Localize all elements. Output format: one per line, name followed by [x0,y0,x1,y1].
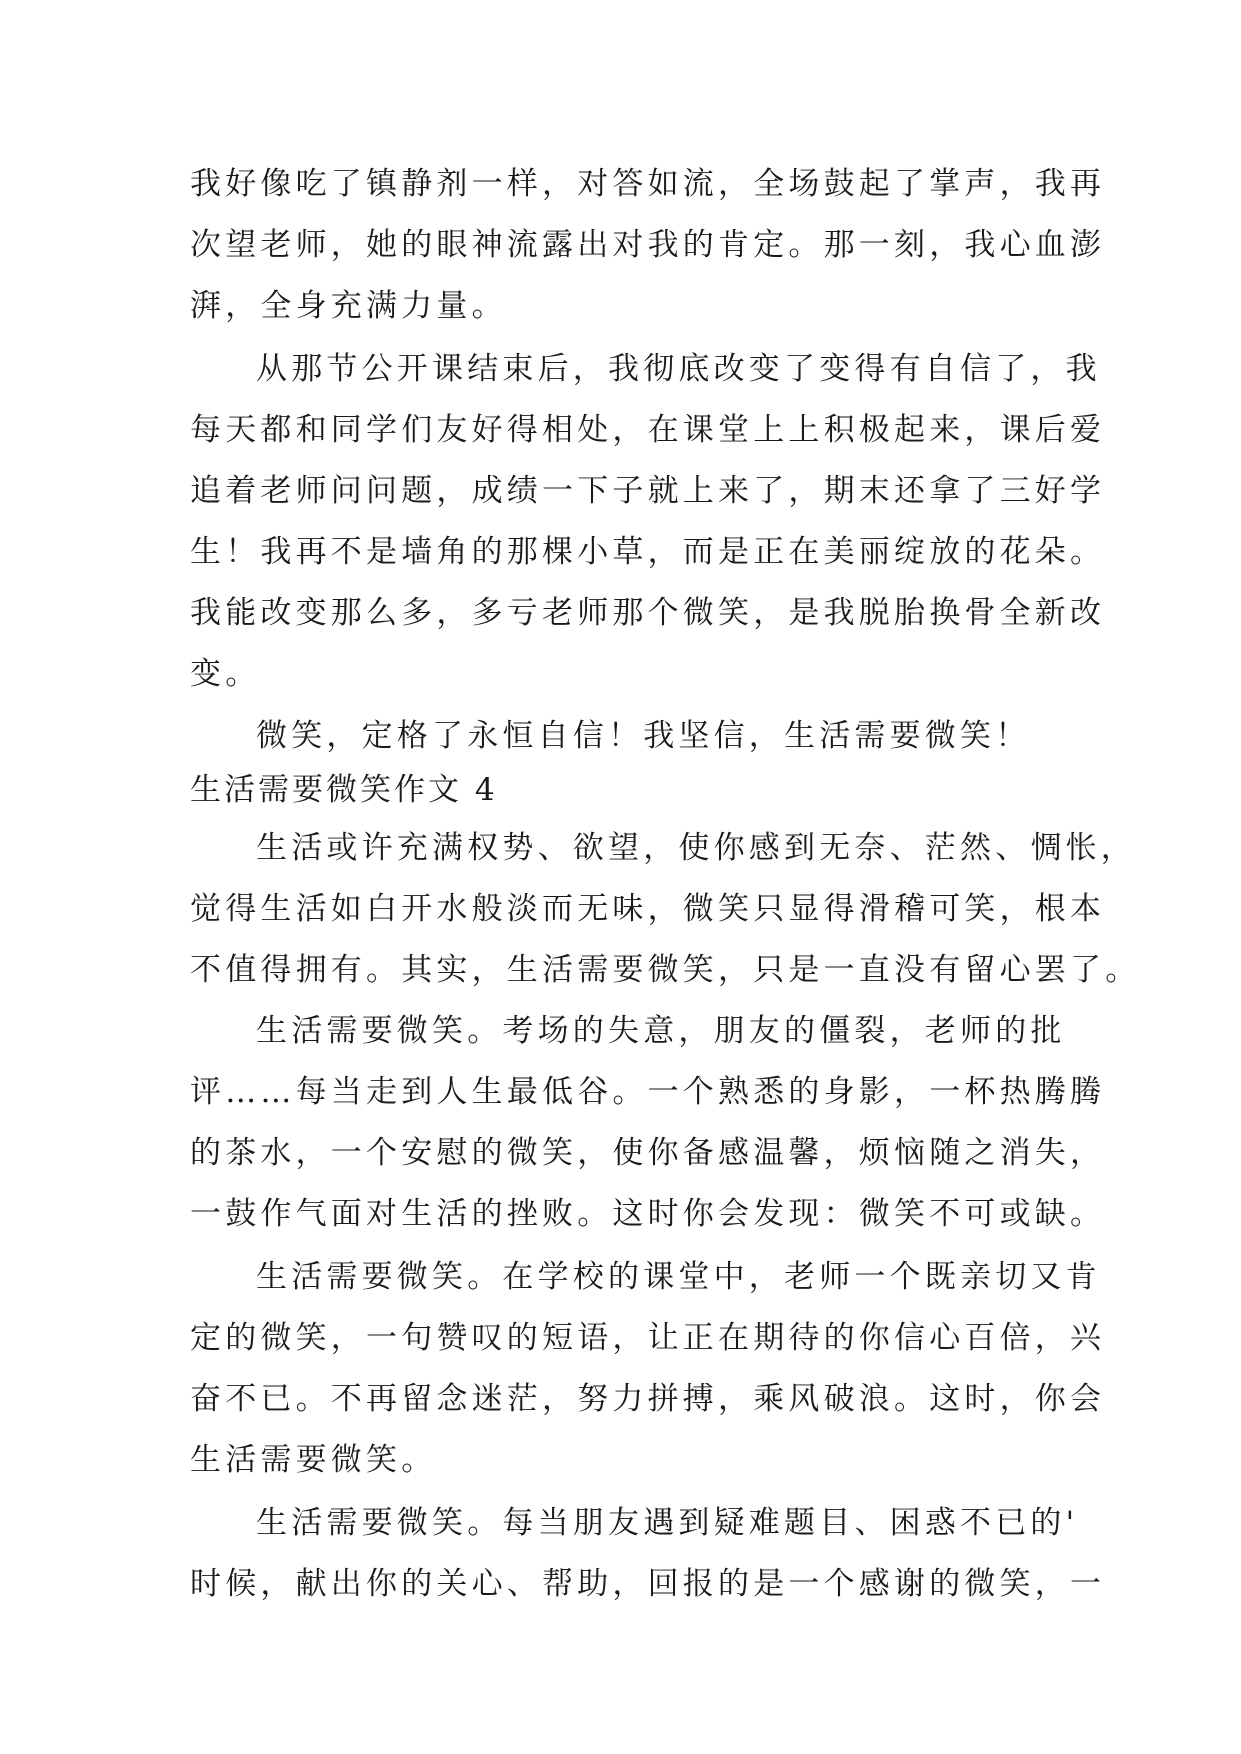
paragraph-line: 评……每当走到人生最低谷。一个熟悉的身影，一杯热腾腾 [190,1074,1106,1110]
paragraph-line: 不值得拥有。其实，生活需要微笑，只是一直没有留心罢了。 [190,952,1141,988]
paragraph-line: 微笑，定格了永恒自信！我坚信，生活需要微笑！ [256,718,1031,754]
paragraph-line: 每天都和同学们友好得相处，在课堂上上积极起来，课后爱 [190,412,1106,448]
paragraph-line: 从那节公开课结束后，我彻底改变了变得有自信了，我 [256,351,1101,387]
paragraph-line: 一鼓作气面对生活的挫败。这时你会发现：微笑不可或缺。 [190,1196,1106,1232]
paragraph-line: 生活需要微笑。考场的失意，朋友的僵裂，老师的批 [256,1013,1066,1049]
paragraph-line: 奋不已。不再留念迷茫，努力拼搏，乘风破浪。这时，你会 [190,1381,1106,1417]
section-heading: 生活需要微笑作文 4 [190,772,498,808]
paragraph-line: 生！我再不是墙角的那棵小草，而是正在美丽绽放的花朵。 [190,534,1106,570]
paragraph-line: 生活或许充满权势、欲望，使你感到无奈、茫然、惆怅， [256,830,1136,866]
paragraph-line: 定的微笑，一句赞叹的短语，让正在期待的你信心百倍，兴 [190,1320,1106,1356]
paragraph-line: 生活需要微笑。 [190,1442,437,1478]
paragraph-line: 生活需要微笑。在学校的课堂中，老师一个既亲切又肯 [256,1259,1101,1295]
paragraph-line: 的茶水，一个安慰的微笑，使你备感温馨，烦恼随之消失， [190,1135,1106,1171]
paragraph-line: 觉得生活如白开水般淡而无味，微笑只显得滑稽可笑，根本 [190,891,1106,927]
paragraph-line: 追着老师问问题，成绩一下子就上来了，期末还拿了三好学 [190,473,1106,509]
paragraph-line: 生活需要微笑。每当朋友遇到疑难题目、困惑不已的' [256,1505,1079,1541]
paragraph-line: 变。 [190,656,261,692]
paragraph-line: 我能改变那么多，多亏老师那个微笑，是我脱胎换骨全新改 [190,595,1106,631]
paragraph-line: 时候，献出你的关心、帮助，回报的是一个感谢的微笑，一 [190,1566,1106,1602]
paragraph-line: 我好像吃了镇静剂一样，对答如流，全场鼓起了掌声，我再 [190,166,1106,202]
paragraph-line: 湃，全身充满力量。 [190,288,507,324]
paragraph-line: 次望老师，她的眼神流露出对我的肯定。那一刻，我心血澎 [190,227,1106,263]
